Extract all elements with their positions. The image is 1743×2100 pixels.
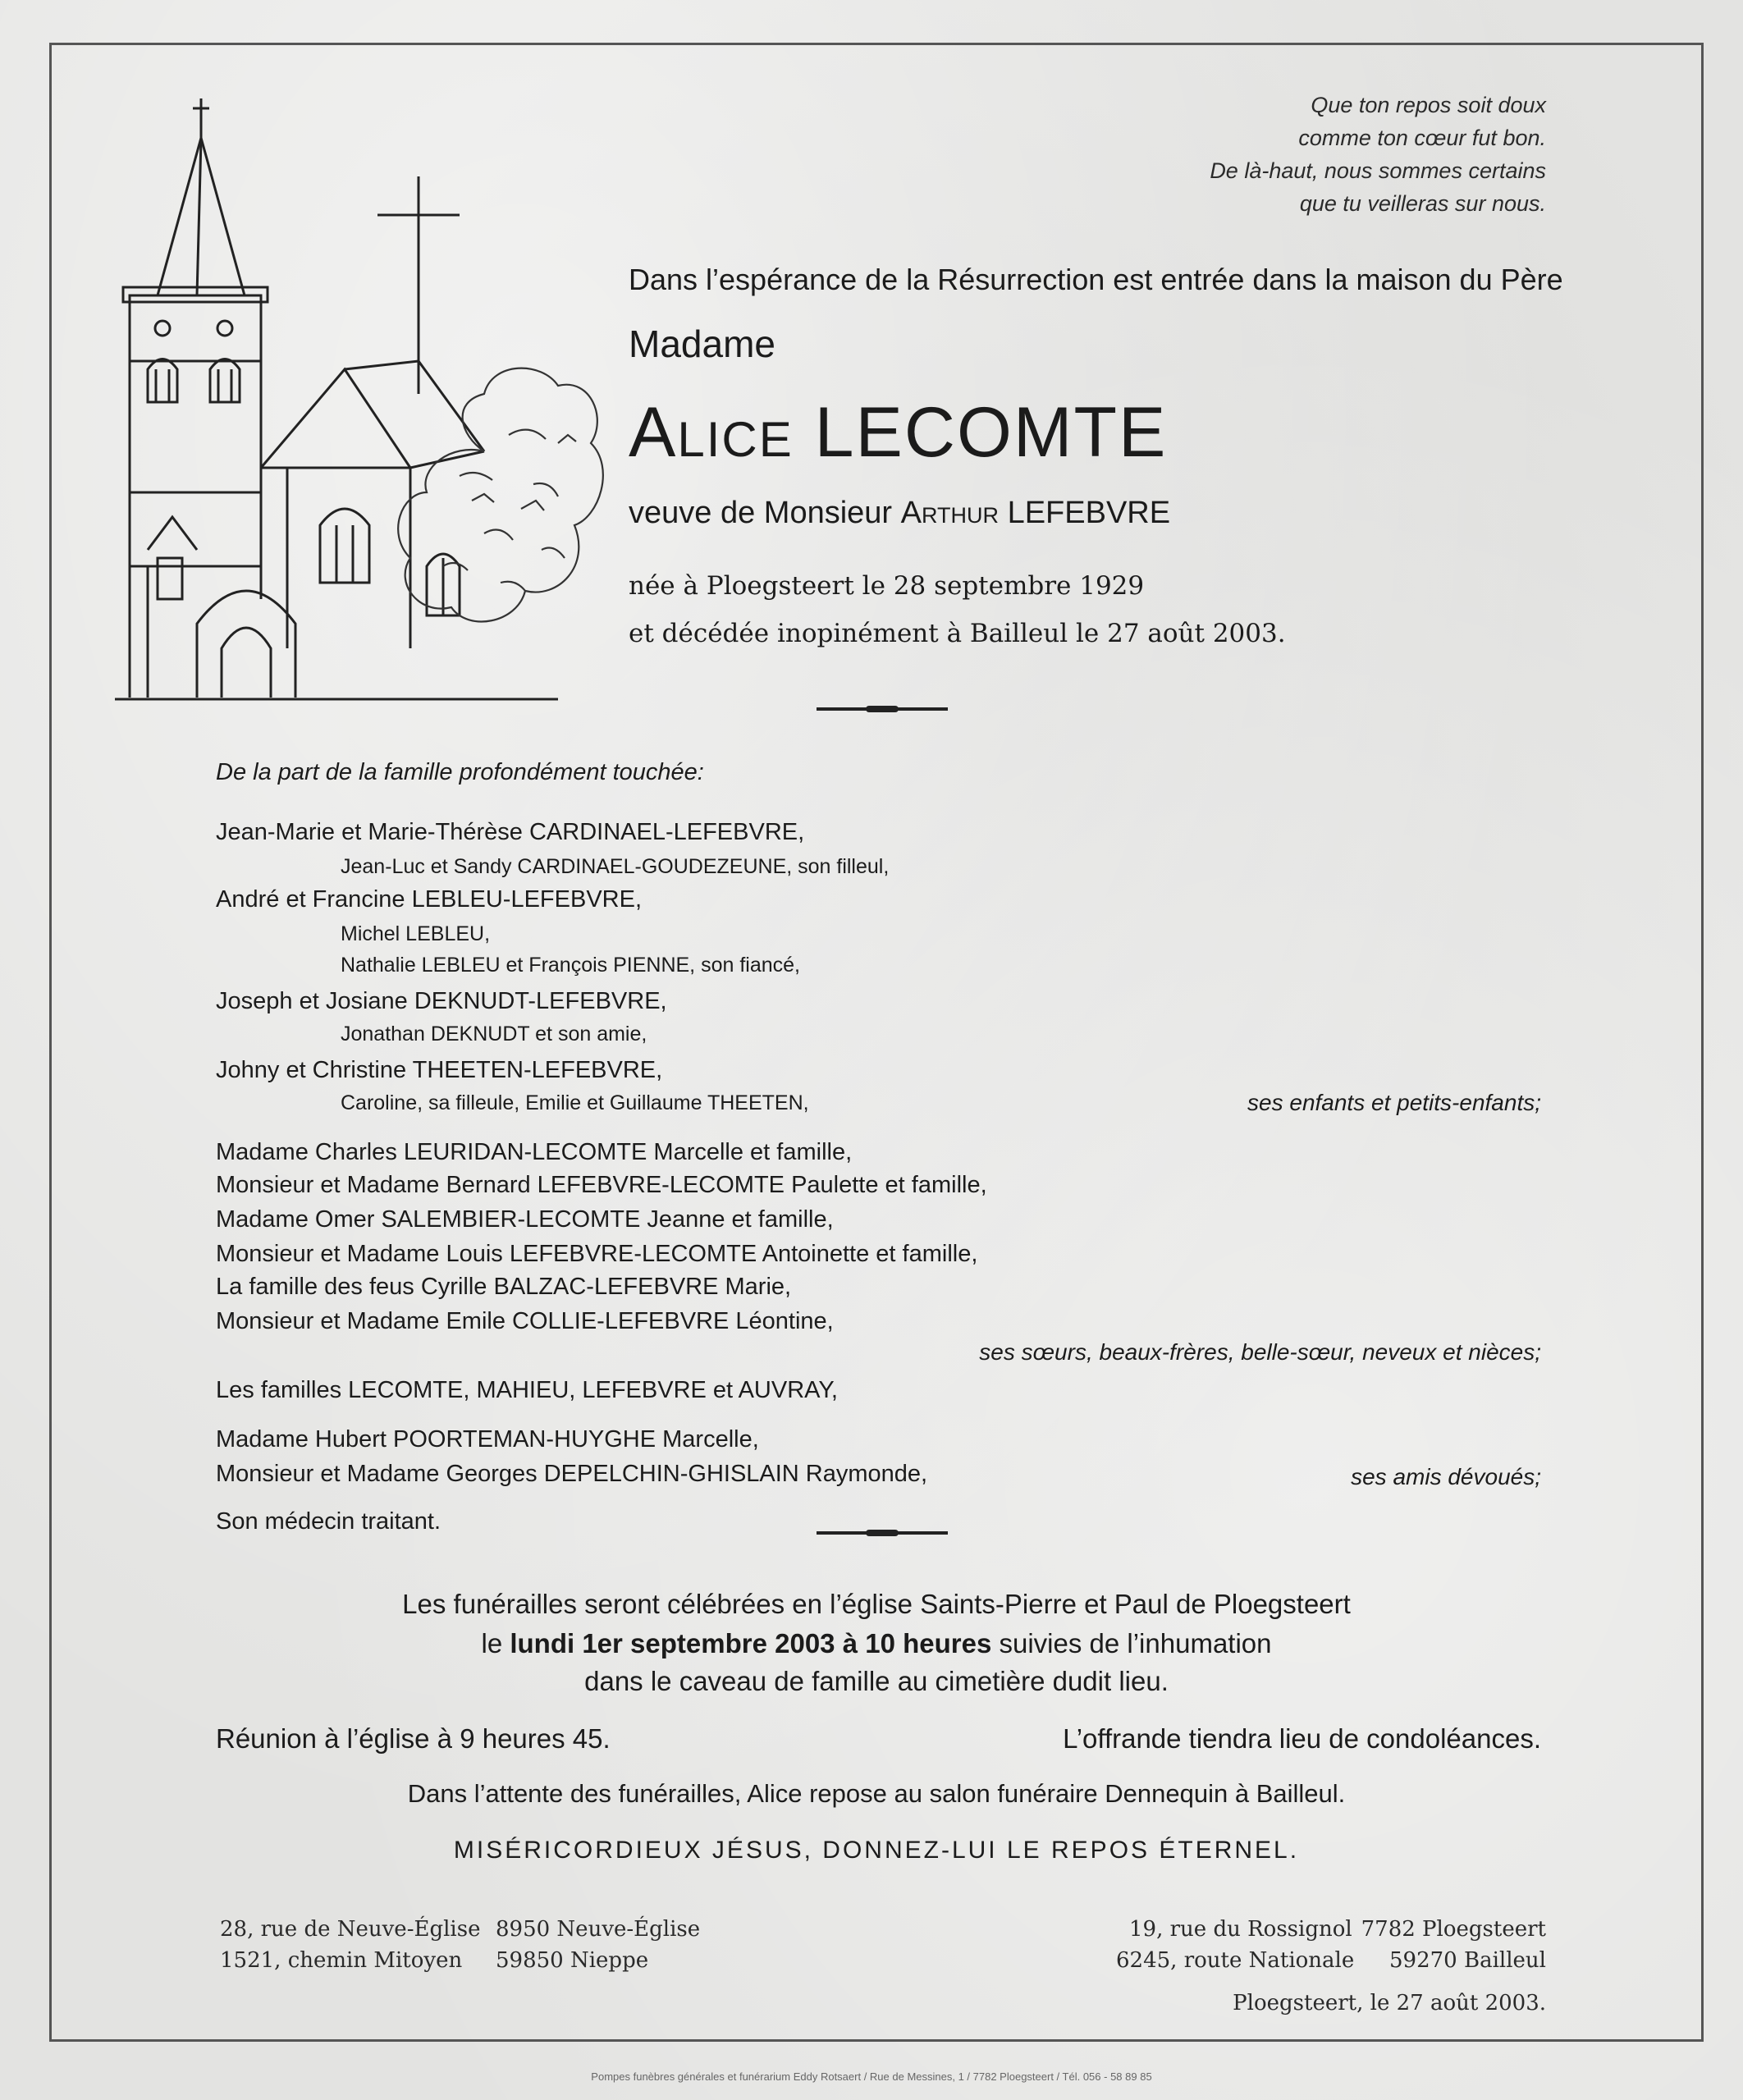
sibling-line: La famille des feus Cyrille BALZAC-LEFEBVRE Marie, — [216, 1274, 792, 1300]
role-children: ses enfants et petits-enfants; — [1247, 1090, 1541, 1115]
family-intro: De la part de la famille profondément touchée: — [216, 759, 704, 785]
family-line: Nathalie LEBLEU et François PIENNE, son fiancé, — [341, 954, 800, 977]
meeting-time: Réunion à l’église à 9 heures 45. — [216, 1723, 611, 1754]
epitaph-line: que tu veilleras sur nous. — [1299, 191, 1546, 216]
epitaph-line: De là-haut, nous sommes certains — [1210, 158, 1546, 183]
family-line: Johny et Christine THEETEN-LEFEBVRE, — [216, 1057, 663, 1083]
address-city: 8950 Neuve-Église — [496, 1917, 701, 1942]
role-siblings: ses sœurs, beaux-frères, belle-sœur, neveux et nièces; — [979, 1339, 1541, 1365]
family-line: André et Francine LEBLEU-LEFEBVRE, — [216, 886, 643, 913]
deceased-name — [629, 392, 1167, 474]
family-line: Joseph et Josiane DEKNUDT-LEFEBVRE, — [216, 988, 667, 1014]
address-street: 19, rue du Rossignol — [1129, 1917, 1352, 1942]
death-info: et décédée inopinément à Bailleul le 27 août 2003. — [629, 619, 1286, 648]
intro-text: Dans l’espérance de la Résurrection est entrée dans la maison du Père — [629, 263, 1563, 296]
place-date: Ploegsteert, le 27 août 2003. — [1233, 1991, 1546, 2015]
funeral-line-2 — [49, 1628, 1704, 1659]
funeral-line-2-pre: le — [481, 1628, 503, 1658]
epitaph-line: comme ton cœur fut bon. — [1298, 126, 1546, 150]
address-city: 59270 Bailleul — [1389, 1948, 1546, 1973]
family-line: Jean-Luc et Sandy CARDINAEL-GOUDEZEUNE, son filleul, — [341, 855, 890, 878]
role-friends: ses amis dévoués; — [1351, 1464, 1541, 1489]
funeral-date: lundi 1er septembre 2003 à 10 heures — [510, 1628, 992, 1658]
widow-first-name: Arthur — [900, 496, 999, 530]
epitaph — [1210, 89, 1546, 220]
widow-prefix: veuve de Monsieur — [629, 496, 893, 530]
divider-top — [817, 707, 948, 711]
friend-line: Monsieur et Madame Georges DEPELCHIN-GHISLAIN Raymonde, — [216, 1461, 928, 1487]
cross-icon — [377, 172, 460, 402]
address-city: 59850 Nieppe — [496, 1948, 649, 1973]
sibling-line: Monsieur et Madame Bernard LEFEBVRE-LECOMTE Paulette et famille, — [216, 1172, 987, 1198]
address-street: 6245, route Nationale — [1116, 1948, 1355, 1973]
address-street: 1521, chemin Mitoyen — [220, 1948, 463, 1973]
doctor-line: Son médecin traitant. — [216, 1508, 441, 1535]
divider-bottom — [817, 1531, 948, 1535]
families-line: Les familles LECOMTE, MAHIEU, LEFEBVRE et AUVRAY, — [216, 1377, 838, 1403]
widow-of — [629, 496, 1170, 531]
church-illustration — [98, 90, 607, 722]
sibling-line: Monsieur et Madame Louis LEFEBVRE-LECOMTE Antoinette et famille, — [216, 1241, 978, 1267]
offering-note: L’offrande tiendra lieu de condoléances. — [1063, 1723, 1541, 1754]
address-street: 28, rue de Neuve-Église — [220, 1917, 481, 1942]
funeral-line-3: dans le caveau de famille au cimetière dudit lieu. — [584, 1666, 1169, 1696]
family-line: Caroline, sa filleule, Emilie et Guillaume THEETEN, — [341, 1091, 809, 1114]
sibling-line: Madame Omer SALEMBIER-LECOMTE Jeanne et famille, — [216, 1206, 834, 1233]
widow-last-name: LEFEBVRE — [1007, 496, 1171, 530]
sibling-line: Madame Charles LEURIDAN-LECOMTE Marcelle et famille, — [216, 1139, 853, 1165]
family-line: Jonathan DEKNUDT et son amie, — [341, 1023, 647, 1045]
family-line: Jean-Marie et Marie-Thérèse CARDINAEL-LEFEBVRE, — [216, 819, 805, 845]
funeral-line-1: Les funérailles seront célébrées en l’église Saints-Pierre et Paul de Ploegsteert — [402, 1589, 1351, 1619]
friend-line: Madame Hubert POORTEMAN-HUYGHE Marcelle, — [216, 1426, 759, 1453]
first-name: Alice — [629, 393, 794, 472]
motto: MISÉRICORDIEUX JÉSUS, DONNEZ-LUI LE REPOS ÉTERNEL. — [453, 1837, 1300, 1864]
address-city: 7782 Ploegsteert — [1361, 1917, 1546, 1942]
footer-funeral-home: Pompes funèbres générales et funérarium Eddy Rotsaert / Rue de Messines, 1 / 7782 Ploegsteert / Tél. 056 - 58 89 85 — [591, 2070, 1152, 2083]
epitaph-line: Que ton repos soit doux — [1311, 93, 1546, 117]
birth-info: née à Ploegsteert le 28 septembre 1929 — [629, 571, 1145, 601]
funeral-line-2-post: suivies de l’inhumation — [999, 1628, 1272, 1658]
family-line: Michel LEBLEU, — [341, 922, 491, 945]
sibling-line: Monsieur et Madame Emile COLLIE-LEFEBVRE Léontine, — [216, 1308, 834, 1334]
last-name: LECOMTE — [814, 393, 1168, 472]
title-madame: Madame — [629, 323, 775, 365]
rest-info: Dans l’attente des funérailles, Alice repose au salon funéraire Dennequin à Bailleul. — [407, 1779, 1346, 1808]
